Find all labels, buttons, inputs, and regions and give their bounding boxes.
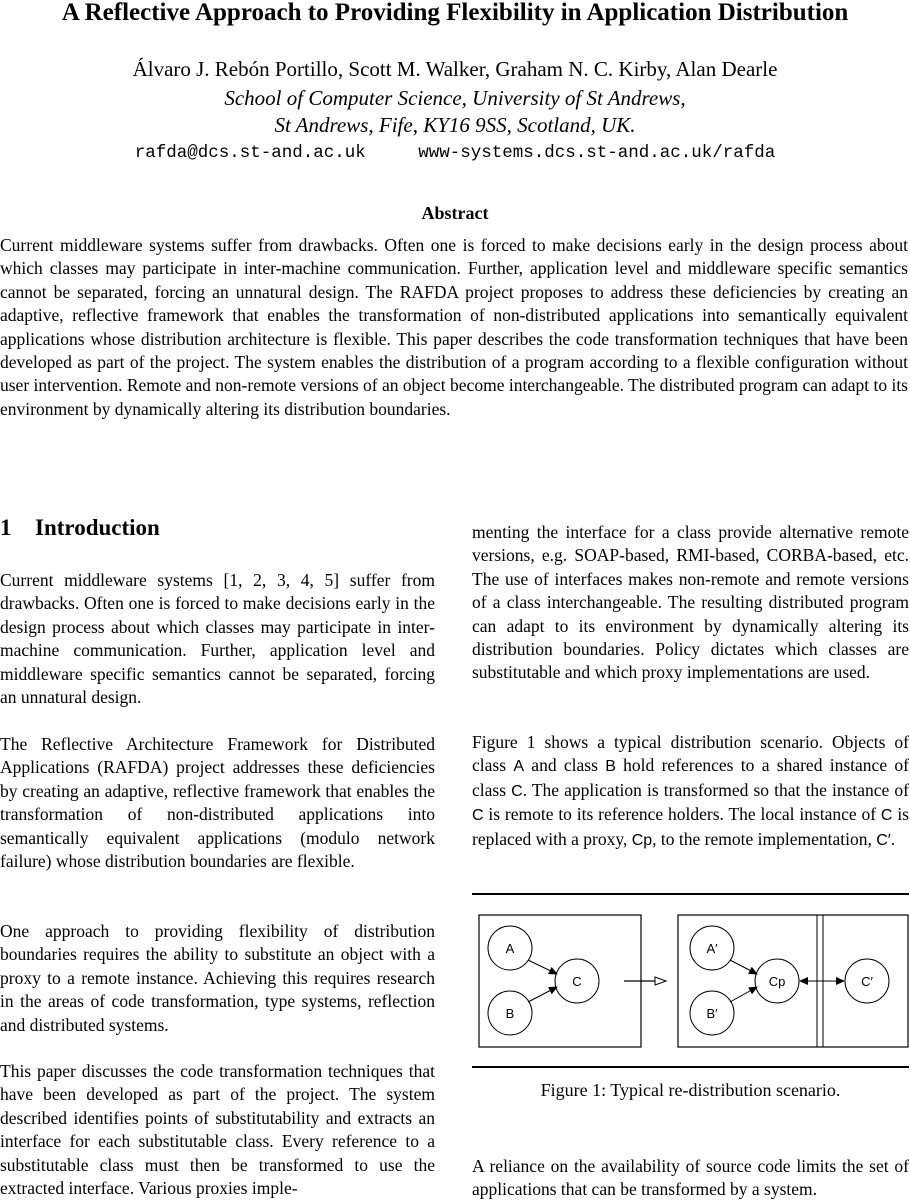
intro-paragraph-1: Current middleware systems [1, 2, 3, 4, 5] suffer from drawbacks. Often one is forced to make decisions early in the design process about which classes may participate in inter-machine communication. Further, application level and middleware specific semantics cannot be separated, forcing an unnatural design.	[0, 570, 435, 708]
section-title: Introduction	[35, 515, 160, 540]
figure-caption: Figure 1: Typical re-distribution scenario.	[540, 1080, 841, 1100]
website-url: www-systems.dcs.st-and.ac.uk/rafda	[418, 143, 776, 163]
contact-line	[0, 142, 910, 164]
right-paragraph-3: A reliance on the availability of source code limits the set of applications that can be transformed by a system.	[472, 1156, 909, 1200]
remote-class-name: C′	[876, 831, 891, 849]
right-paragraph-2: Figure 1 shows a typical distribution scenario. Objects of class A and class B hold references to a shared instance of class C. The application is transformed so that the instance of C is remote to its reference holders. The local instance of C is replaced with a proxy, Cp, to the remote implementation, C′.	[472, 732, 909, 849]
arrow-b-prime-to-cp	[730, 987, 757, 1002]
class-c-name: C	[472, 807, 484, 825]
node-c-label: C	[572, 974, 582, 989]
class-c-name: C	[511, 782, 523, 800]
abstract-heading: Abstract	[421, 203, 489, 223]
affiliation-line-1: School of Computer Science, University of St Andrews,	[224, 86, 686, 110]
paper-title: A Reflective Approach to Providing Flexibility in Application Distribution	[61, 0, 849, 26]
node-b-prime-label: B′	[706, 1006, 718, 1021]
arrow-a-to-c	[528, 960, 557, 974]
author-list: Álvaro J. Rebón Portillo, Scott M. Walker, Graham N. C. Kirby, Alan Dearle	[132, 57, 778, 81]
figure-top-rule	[472, 893, 909, 895]
right-paragraph-1: menting the interface for a class provide alternative remote versions, e.g. SOAP-based, RMI-based, CORBA-based, etc. The use of interfaces makes non-remote and remote versions of a class interchangeable. The resulting distributed program can adapt to its environment by dynamically altering its distribution boundaries. Policy dictates which classes are substitutable and which proxy implementations are used.	[472, 522, 909, 683]
email-address: rafda@dcs.st-and.ac.uk	[134, 143, 366, 163]
class-a-name: A	[513, 758, 524, 776]
figure-bottom-rule	[472, 1066, 909, 1068]
intro-paragraph-3: One approach to providing flexibility of distribution boundaries requires the ability to substitute an object with a proxy to a remote instance. Achieving this requires research in the areas of code transformation, type systems, reflection and distributed systems.	[0, 921, 435, 1035]
arrow-a-prime-to-cp	[730, 960, 757, 974]
node-b-label: B	[505, 1006, 515, 1021]
node-a-prime-label: A′	[706, 941, 718, 956]
arrow-b-to-c	[528, 987, 557, 1002]
intro-paragraph-2: The Reflective Architecture Framework for Distributed Applications (RAFDA) project addresses these deficiencies by creating an adaptive, reflective framework that enables the transformation of non-distributed applications into semantically equivalent applications (modulo network failure) whose distribution boundaries are flexible.	[0, 734, 435, 872]
abstract-text: Current middleware systems suffer from drawbacks. Often one is forced to make decisions early in the design process about which classes may participate in inter-machine communication. Further, application level and middleware specific semantics cannot be separated, forcing an unnatural design. The RAFDA project proposes to address these deficiencies by creating an adaptive, reflective framework that enables the transformation of non-distributed applications into semantically equivalent applications whose distribution architecture is flexible. This paper describes the code transformation techniques that have been developed as part of the project. The system enables the distribution of a program according to a flexible configuration without user intervention. Remote and non-remote versions of an object become interchangeable. The distributed program can adapt to its environment by dynamically altering its distribution boundaries.	[0, 235, 908, 419]
class-c-name: C	[880, 807, 893, 825]
proxy-class-name: Cp	[631, 831, 653, 849]
affiliation-line-2: St Andrews, Fife, KY16 9SS, Scotland, UK.	[274, 113, 636, 137]
class-b-name: B	[605, 758, 616, 776]
section-number: 1	[0, 515, 12, 540]
node-cp-label: Cp	[768, 974, 786, 989]
node-c-prime-label: C′	[861, 974, 873, 989]
intro-paragraph-4: This paper discusses the code transformation techniques that have been developed as part of the project. The system described identifies points of substitutability and extracts an interface for each substitutable class. Every reference to a substitutable class must then be transformed to use the extracted interface. Various proxies imple-	[0, 1061, 435, 1199]
transform-arrow-head	[655, 977, 666, 985]
figure-1-diagram	[472, 898, 909, 1068]
node-a-label: A	[505, 941, 515, 956]
section-heading	[0, 515, 160, 541]
